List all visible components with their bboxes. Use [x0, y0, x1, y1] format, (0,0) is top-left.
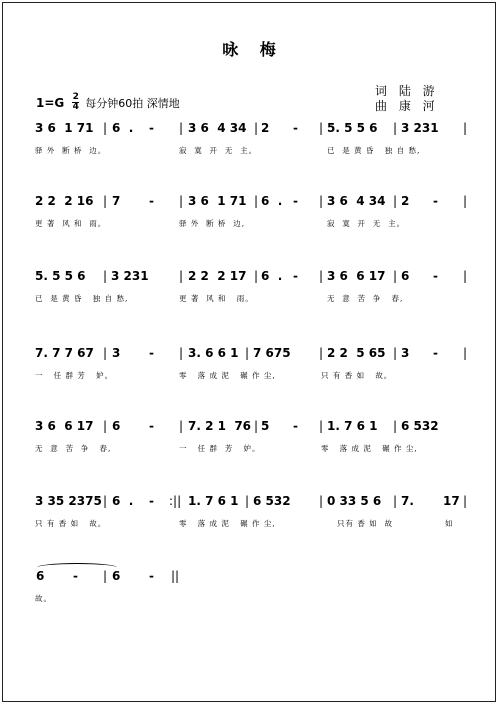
dash-note: - — [293, 419, 298, 433]
measure-notes: 3 35 2375 — [35, 494, 102, 508]
barline: | — [319, 494, 324, 508]
lyric-phrase: 寂 寞 开 无 主。 — [179, 146, 258, 155]
measure-notes: 6 . — [112, 121, 134, 135]
barline: | — [319, 194, 324, 208]
measure-notes: 7. 2 1 76 — [188, 419, 252, 433]
lyric-phrase: 一 任 群 芳 妒。 — [179, 444, 261, 453]
barline: | — [103, 419, 108, 433]
measure-notes: 3 6 4 34 — [188, 121, 247, 135]
barline: | — [319, 346, 324, 360]
barline: | — [254, 194, 259, 208]
score-meta — [36, 93, 180, 112]
notation-line — [3, 194, 500, 216]
repeat-sign: :|| — [169, 494, 182, 508]
tempo-marking: 每分钟60拍 深情地 — [85, 96, 180, 110]
lyric-line — [3, 145, 500, 159]
dash-note: - — [149, 569, 154, 583]
measure-notes: 3 6 1 71 — [188, 194, 247, 208]
barline: | — [393, 269, 398, 283]
lyric-phrase: 一 任 群 芳 妒。 — [35, 371, 114, 380]
measure-notes: 2 — [401, 194, 410, 208]
score-row — [3, 194, 500, 244]
score-sheet — [2, 2, 496, 702]
lyric-phrase: 驿 外 断 桥 边, — [179, 219, 246, 228]
measure-notes: 5. 5 5 6 — [35, 269, 86, 283]
score-row — [3, 494, 500, 544]
lyric-phrase: 只有 香 如 故 — [337, 519, 394, 528]
barline: | — [319, 419, 324, 433]
measure-notes: 7. — [401, 494, 414, 508]
notation-line — [3, 269, 500, 291]
barline: | — [103, 494, 108, 508]
barline: | — [103, 194, 108, 208]
measure-notes: 6 — [112, 569, 121, 583]
measure-notes: 2 2 2 17 — [188, 269, 247, 283]
barline: | — [463, 121, 468, 135]
dash-note: - — [149, 346, 154, 360]
measure-notes: 5 — [261, 419, 270, 433]
barline: | — [179, 346, 184, 360]
lyric-phrase: 无 意 苦 争 春, — [327, 294, 404, 303]
barline: | — [179, 419, 184, 433]
measure-notes: 3 — [401, 346, 410, 360]
lyric-phrase: 更 著 风 和 雨。 — [179, 294, 254, 303]
lyric-phrase: 故。 — [35, 594, 52, 603]
dash-note: - — [149, 419, 154, 433]
measure-notes: 17 — [443, 494, 460, 508]
lyric-phrase: 零 落 成 泥 碾 作 尘, — [321, 444, 418, 453]
measure-notes: 6 532 — [253, 494, 291, 508]
dash-note: - — [149, 194, 154, 208]
score-row — [3, 121, 500, 171]
measure-notes: 6 — [112, 419, 121, 433]
measure-notes: 3 6 4 34 — [327, 194, 386, 208]
measure-notes: 6 . — [112, 494, 134, 508]
barline: | — [245, 346, 250, 360]
lyric-phrase: 只 有 香 如 故。 — [321, 371, 393, 380]
lyric-phrase: 零 落 成 泥 碾 作 尘, — [179, 371, 276, 380]
notation-line — [3, 346, 500, 368]
barline: | — [254, 121, 259, 135]
barline: | — [245, 494, 250, 508]
measure-notes: 7 — [112, 194, 121, 208]
measure-notes: 3 6 6 17 — [35, 419, 94, 433]
dash-note: - — [293, 269, 298, 283]
dash-note: - — [433, 346, 438, 360]
lyric-phrase: 更 著 风 和 雨。 — [35, 219, 107, 228]
measure-notes: 7. 7 7 67 — [35, 346, 94, 360]
lyric-line — [3, 293, 500, 307]
barline: | — [463, 494, 468, 508]
measure-notes: 6 . — [261, 194, 283, 208]
measure-notes: 2 — [261, 121, 270, 135]
dash-note: - — [433, 269, 438, 283]
time-signature-top: 2 — [72, 92, 79, 102]
lyric-phrase: 无 意 苦 争 春, — [35, 444, 112, 453]
score-row — [3, 569, 500, 619]
lyric-phrase: 零 落 成 泥 碾 作 尘, — [179, 519, 276, 528]
measure-notes: 2 2 2 16 — [35, 194, 94, 208]
measure-notes: 3 231 — [111, 269, 149, 283]
lyric-phrase: 只 有 香 如 故。 — [35, 519, 107, 528]
measure-notes: 6 — [36, 569, 45, 583]
lyricist-credit: 词 陆 游 — [375, 84, 439, 98]
barline: | — [463, 194, 468, 208]
song-title: 咏 梅 — [222, 40, 284, 59]
measure-notes: 5. 5 5 6 — [327, 121, 378, 135]
measure-notes: 0 33 5 6 — [327, 494, 382, 508]
barline: | — [319, 121, 324, 135]
lyric-phrase: 如 — [445, 519, 454, 528]
measure-notes: 3 6 1 71 — [35, 121, 94, 135]
measure-notes: 3 231 — [401, 121, 439, 135]
lyric-line — [3, 370, 500, 384]
composer-credit: 曲 康 河 — [375, 99, 439, 113]
barline: | — [179, 194, 184, 208]
measure-notes: 3 6 6 17 — [327, 269, 386, 283]
key-signature: 1=G — [36, 95, 65, 110]
barline: | — [179, 269, 184, 283]
dash-note: - — [293, 121, 298, 135]
measure-notes: 1. 7 6 1 — [327, 419, 378, 433]
barline: | — [463, 346, 468, 360]
barline: | — [103, 569, 108, 583]
measure-notes: 3. 6 6 1 — [188, 346, 239, 360]
notation-line — [3, 494, 500, 516]
barline: | — [179, 121, 184, 135]
notation-line — [3, 419, 500, 441]
lyric-line — [3, 518, 500, 532]
lyric-line — [3, 593, 500, 607]
time-signature — [72, 93, 79, 112]
barline: | — [254, 269, 259, 283]
barline: | — [393, 494, 398, 508]
score-row — [3, 269, 500, 319]
dash-note: - — [73, 569, 78, 583]
time-signature-bottom: 4 — [72, 102, 79, 112]
barline: | — [103, 121, 108, 135]
measure-notes: 6 . — [261, 269, 283, 283]
barline: | — [103, 269, 108, 283]
final-barline: || — [171, 569, 180, 583]
measure-notes: 3 — [112, 346, 121, 360]
barline: | — [393, 419, 398, 433]
notation-line — [3, 569, 500, 591]
lyric-phrase: 寂 寞 开 无 主。 — [327, 219, 406, 228]
barline: | — [254, 419, 259, 433]
lyric-line — [3, 218, 500, 232]
lyric-line — [3, 443, 500, 457]
measure-notes: 2 2 5 65 — [327, 346, 386, 360]
barline: | — [463, 269, 468, 283]
dash-note: - — [293, 194, 298, 208]
lyric-phrase: 已 是 黄 昏 独 自 愁, — [35, 294, 129, 303]
measure-notes: 1. 7 6 1 — [188, 494, 239, 508]
dash-note: - — [149, 494, 154, 508]
notation-line — [3, 121, 500, 143]
dash-note: - — [433, 194, 438, 208]
dash-note: - — [149, 121, 154, 135]
barline: | — [103, 346, 108, 360]
measure-notes: 6 532 — [401, 419, 439, 433]
measure-notes: 7 675 — [253, 346, 291, 360]
score-row — [3, 419, 500, 469]
barline: | — [393, 346, 398, 360]
barline: | — [393, 121, 398, 135]
barline: | — [393, 194, 398, 208]
lyric-phrase: 已 是 黄 昏 独 自 愁, — [327, 146, 421, 155]
lyric-phrase: 驿 外 断 桥 边。 — [35, 146, 107, 155]
score-row — [3, 346, 500, 396]
barline: | — [319, 269, 324, 283]
measure-notes: 6 — [401, 269, 410, 283]
